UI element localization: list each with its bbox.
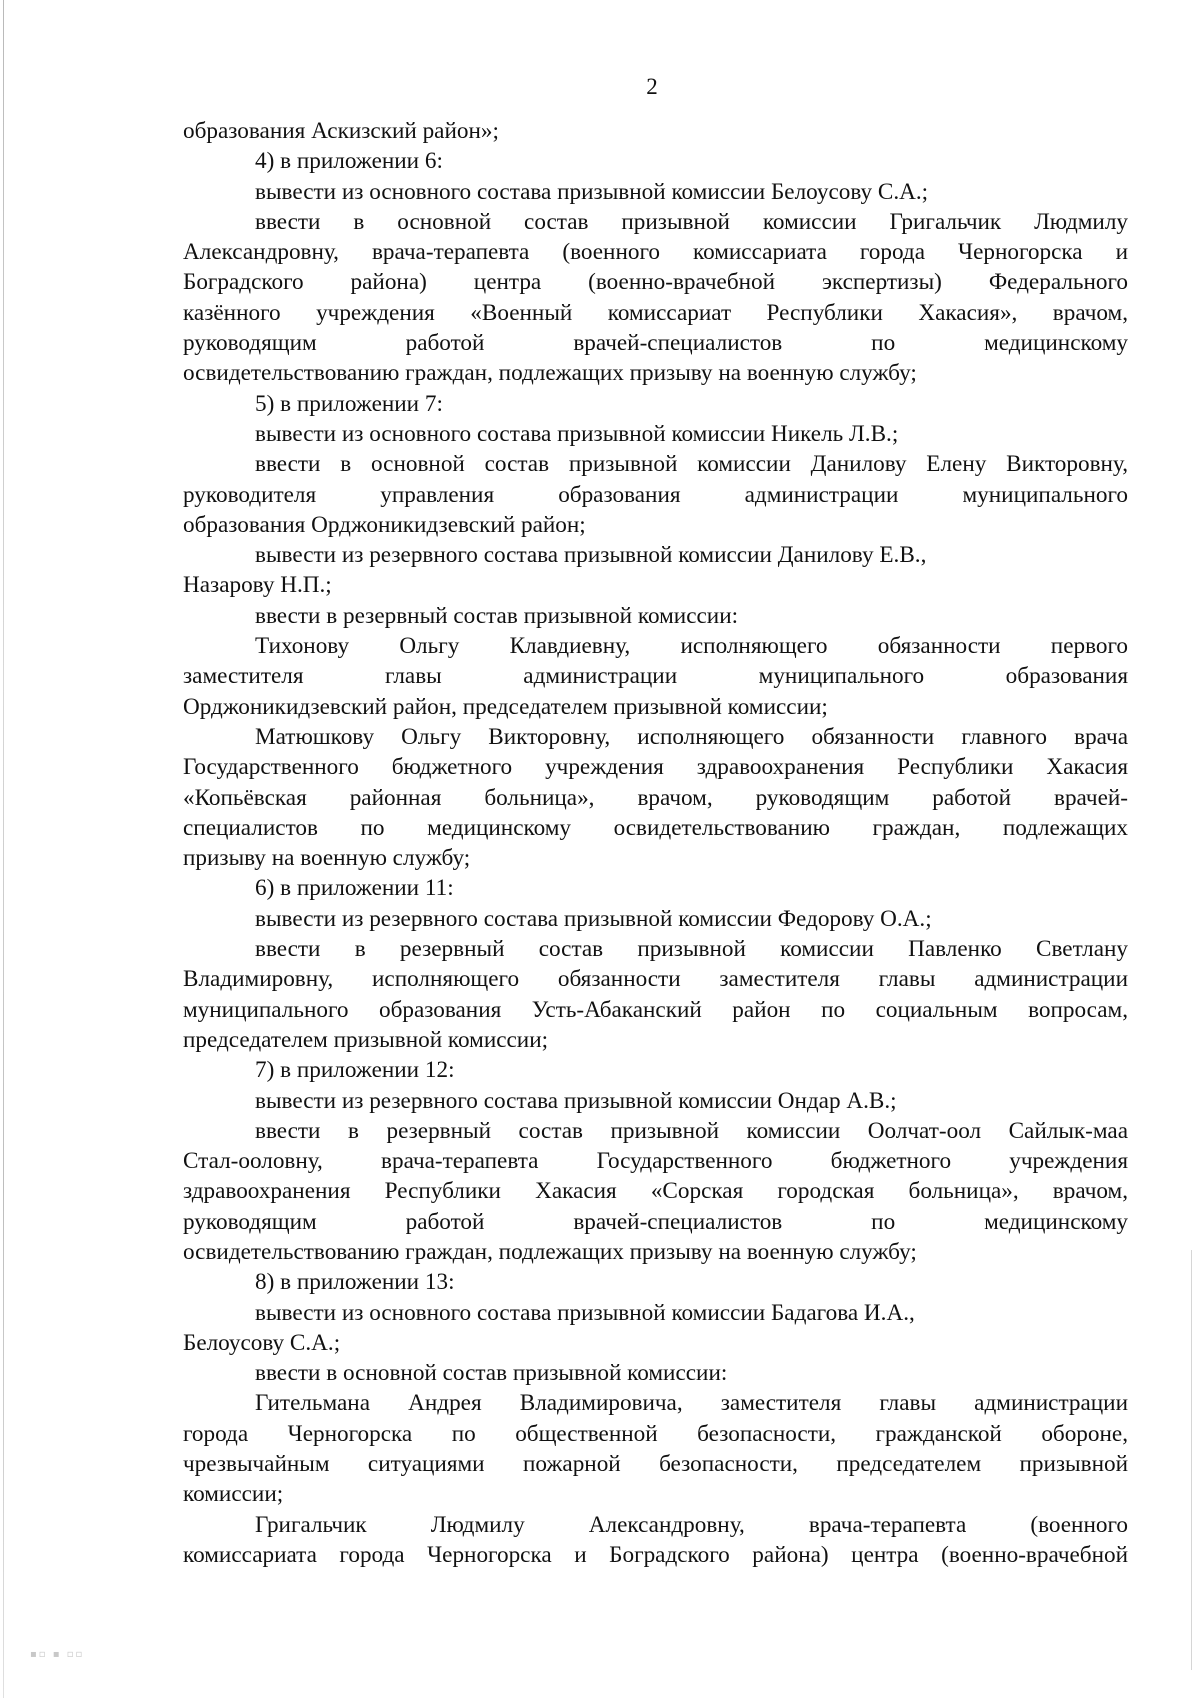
text-line: муниципального образования Усть-Абаканский район по социальным вопросам, [183, 996, 1128, 1023]
text-line: Тихонову Ольгу Клавдиевну, исполняющего обязанности первого [255, 633, 1128, 660]
text-line: здравоохранения Республики Хакасия «Сорская городская больница», врачом, [183, 1178, 1128, 1205]
text-line: города Черногорска по общественной безопасности, гражданской обороне, [183, 1420, 1128, 1447]
text-line: Стал-ооловну, врача-терапевта Государственного бюджетного учреждения [183, 1148, 1128, 1175]
text-line: Гительмана Андрея Владимировича, заместителя главы администрации [255, 1390, 1128, 1417]
text-line: вывести из основного состава призывной комиссии Белоусову С.А.; [255, 178, 929, 205]
text-line: Орджоникидзевский район, председателем призывной комиссии; [183, 693, 828, 720]
text-line: ввести в основной состав призывной комиссии Григальчик Людмилу [255, 208, 1128, 235]
text-line: руководящим работой врачей-специалистов по медицинскому [183, 1208, 1128, 1235]
text-line: вывести из резервного состава призывной комиссии Данилову Е.В., [255, 542, 927, 569]
text-line: комиссии; [183, 1481, 284, 1508]
text-line: освидетельствованию граждан, подлежащих призыву на военную службу; [183, 360, 917, 387]
text-line: Государственного бюджетного учреждения здравоохранения Республики Хакасия [183, 754, 1128, 781]
text-line: вывести из резервного состава призывной комиссии Федорову О.А.; [255, 905, 932, 932]
text-line: 4) в приложении 6: [255, 148, 443, 175]
text-line: Боградского района) центра (военно-врачебной экспертизы) Федерального [183, 269, 1128, 296]
text-line: освидетельствованию граждан, подлежащих призыву на военную службу; [183, 1238, 917, 1265]
faint-scan-mark: ▪▫ ▪ ▫▫ [30, 1649, 85, 1660]
text-line: Белоусову С.А.; [183, 1329, 341, 1356]
scan-left-edge [3, 0, 4, 1698]
text-line: 5) в приложении 7: [255, 390, 443, 417]
text-line: ввести в резервный состав призывной комиссии: [255, 602, 739, 629]
text-line: руководящим работой врачей-специалистов по медицинскому [183, 330, 1128, 357]
text-line: вывести из основного состава призывной комиссии Бадагова И.А., [255, 1299, 915, 1326]
text-line: образования Орджоникидзевский район; [183, 511, 586, 538]
text-line: Владимировну, исполняющего обязанности заместителя главы администрации [183, 966, 1128, 993]
page-number: 2 [646, 74, 658, 99]
text-line: «Копьёвская районная больница», врачом, руководящим работой врачей- [183, 784, 1128, 811]
text-line: Назарову Н.П.; [183, 572, 332, 599]
text-line: 8) в приложении 13: [255, 1269, 455, 1296]
text-line: ввести в резервный состав призывной комиссии Оолчат-оол Сайлык-маа [255, 1117, 1128, 1144]
text-line: Александровну, врача-терапевта (военного комиссариата города Черногорска и [183, 239, 1128, 266]
text-line: призыву на военную службу; [183, 845, 471, 872]
text-line: заместителя главы администрации муниципального образования [183, 663, 1128, 690]
text-line: вывести из резервного состава призывной комиссии Ондар А.В.; [255, 1087, 897, 1114]
text-line: 7) в приложении 12: [255, 1057, 455, 1084]
text-line: образования Аскизский район»; [183, 118, 499, 144]
text-line: чрезвычайным ситуациями пожарной безопасности, председателем призывной [183, 1451, 1128, 1478]
text-line: 6) в приложении 11: [255, 875, 454, 902]
text-line: руководителя управления образования администрации муниципального [183, 481, 1128, 508]
text-line: вывести из основного состава призывной комиссии Никель Л.В.; [255, 420, 899, 447]
text-line: ввести в основной состав призывной комиссии: [255, 1360, 728, 1387]
text-line: казённого учреждения «Военный комиссариат Республики Хакасия», врачом, [183, 299, 1128, 326]
scan-right-edge [1191, 1250, 1192, 1670]
text-line: Матюшкову Ольгу Викторовну, исполняющего обязанности главного врача [255, 723, 1128, 750]
text-line: ввести в резервный состав призывной комиссии Павленко Светлану [255, 936, 1128, 963]
document-body [183, 116, 1128, 1570]
text-line: специалистов по медицинскому освидетельствованию граждан, подлежащих [183, 814, 1128, 841]
text-line: ввести в основной состав призывной комиссии Данилову Елену Викторовну, [255, 451, 1128, 478]
text-line: Григальчик Людмилу Александровну, врача-терапевта (военного [255, 1511, 1128, 1538]
text-line: комиссариата города Черногорска и Боградского района) центра (военно-врачебной [183, 1541, 1128, 1568]
text-line: председателем призывной комиссии; [183, 1026, 549, 1053]
